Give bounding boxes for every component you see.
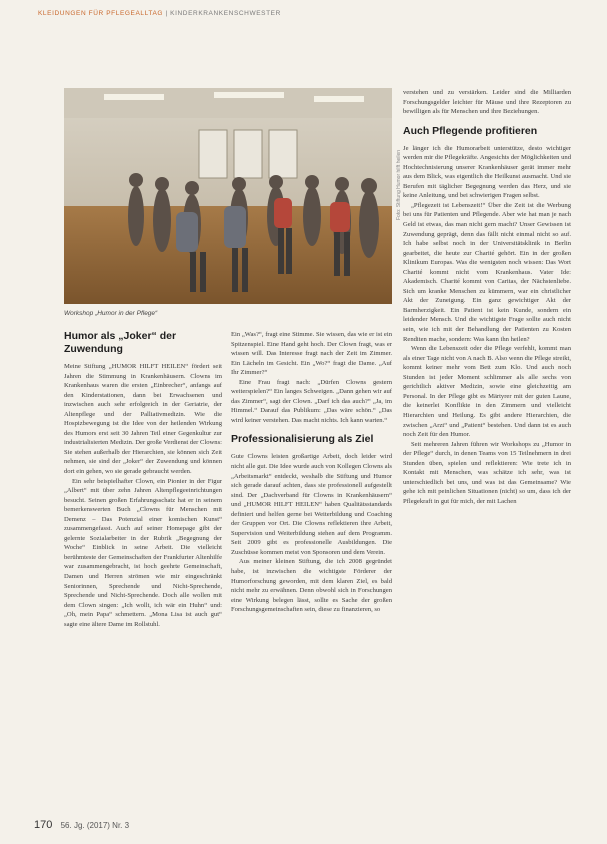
paragraph: Wenn die Lebenszeit oder die Pflege verfehlt, kommt man als einer Tage nicht von A nach B. Also wenn die Pflege streikt, kommt keiner mehr vom Bett zum Klo. Und auch noch Stunden ist jeder Moment schlimmer als alle sechs von gerichtlich aktiver Medizin, sowie eine gleichzeitig am Personal. In der Pflege gibt es Märtyrer mit der guten Laune, die keinerlei Konflikte in den Zimmern und vielleicht Hierarchien und Heilung. Es gibt andere Hierarchien, die zwischen „Arzt“ und „Patient“ bestehen. Und dann ist es auch noch Zeit für den Humor. bbox=[403, 345, 571, 439]
paragraph: Aus meiner kleinen Stiftung, die ich 2008 gegründet habe, ist inzwischen die wichtigste Förderer der Humorforschung geworden, mit dem klaren Ziel, es bald nicht mehr zu erwähnen. Denn obwohl sich in Forschungen eine Wirkung belegen lässt, sollte es Sache der großen Forschungsgemeinschaften sein, diese zu finanzieren, so bbox=[231, 558, 392, 614]
photo-credit: Foto: Stiftung Humor hilft heilen bbox=[396, 149, 402, 220]
paragraph: Seit mehreren Jahren führen wir Workshops zu „Humor in der Pflege“ durch, in denen Teams von 15 Teilnehmern in drei Stunden üben, spielen und reflektieren: Wie trete ich in Kontakt mit Menschen, was schätze ich sehr, was ist unterschiedlich bei uns, und was ist das Gemeinsame? Wie gehe ich mit peinlichen Situationen (nicht) so um, dass ich der Pflegekraft in gut für mich, der mit Lachen bbox=[403, 440, 571, 505]
column-2 bbox=[231, 330, 392, 615]
section-heading-humor: Humor als „Joker“ der Zuwendung bbox=[64, 330, 177, 355]
header-category: KLEIDUNGEN FÜR PFLEGEALLTAG bbox=[38, 10, 164, 17]
workshop-photo bbox=[64, 88, 392, 304]
column-1 bbox=[64, 330, 222, 629]
paragraph: Ein „Was?“, fragt eine Stimme. Sie wissen, das wie er ist ein Spitzenspiel. Eine Hand geht hoch. Der Clown fragt, was er wissen will. Das Interesse fragt nach der Zeit im Zimmer. Ein Lächeln im Gesicht. Ein „Wo?“ fragt die Dame. „Auf Ihr Zimmer?“ bbox=[231, 331, 392, 377]
paragraph: Gute Clowns leisten großartige Arbeit, doch leider wird nicht alle gut. Die Idee wurde auch von Kollegen Clowns als „Arbeitsmarkt“ entdeckt, weshalb die Stiftung und Humor sich gerade darauf achten, dass sie professionell aufgestellt sind. Der „Dachverband für Clowns in Krankenhäusern“ und „HUMOR HILFT HEILEN“ haben Qualitätsstandards definiert und helfen gerne bei Weiterbildung und Coaching der Gruppen vor Ort. Die Clowns reflektieren ihre Arbeit, Supervision und Weiterbildung stehen auf dem Programm. Seit 2009 gibt es professionelle Ausbildungen. Die Zuschüsse kommen meist von Sponsoren und dem Verein. bbox=[231, 453, 392, 556]
page-number: 170 bbox=[34, 819, 53, 831]
header-section: KINDERKRANKENSCHWESTER bbox=[170, 10, 281, 17]
photo-caption: Workshop „Humor in der Pflege“ bbox=[64, 310, 158, 317]
issue-info: 56. Jg. (2017) Nr. 3 bbox=[60, 821, 130, 830]
paragraph: verstehen und zu verstärken. Leider sind die Milliarden Forschungsgelder leichter für Mäuse und ihre Rezeptoren zu bewilligen als für Menschen und ihre Beziehungen. bbox=[403, 89, 571, 116]
workshop-photo-illustration bbox=[64, 88, 392, 304]
page-footer bbox=[34, 819, 129, 831]
paragraph: Je länger ich die Humorarbeit unterstütze, desto wichtiger werden mir die Pflegekräfte. Angesichts der Möglichkeiten und Hochtechnisierung unserer Krankenhäuser gerät immer mehr aus dem Blick, was eigentlich die Heilkunst ausmacht. Und sie Berufen mit täglicher Begegnung werden das Herz, und sie keine Anleitung, und bei schwierigen Fragen selbst. bbox=[403, 144, 571, 200]
column-3 bbox=[403, 88, 571, 506]
paragraph: Ein sehr beispielhafter Clown, ein Pionier in der Figur „Albert“ mit über zehn Jahren Altenpflegeeinrichtungen besucht. Seinen großen Erfahrungsschatz hat er in seinem bemerkenswerten Buch „Clowns für Menschen mit Demenz – Das Potenzial einer komischen Kunst“ zusammengefasst. Auch auf seiner Homepage gibt der gelernte Sozialarbeiter in der Rubrik „Begegnung der Woche“ Einblick in seine Arbeit. Die vielleicht berühmteste der Gemeinschaften der Frankfurter Altenhilfe war zusammengebracht, ist hoch geehrte Gemeinschaft, Damen und Herren strömen wie mir eingeschränkt Seniorinnen, Sprechende und Nicht-Sprechende, Sprechende und Nicht-Sprechende. Doch alle wollen mit dem Clown singen: „Ich wollt, ich wär ein Huhn“ und: „Oh, mein Papa“ schmettern. „Mona Lisa ist auch gut“ sagte eine ältere Dame im Rollstuhl. bbox=[64, 477, 222, 628]
paragraph: Meine Stiftung „HUMOR HILFT HEILEN“ fördert seit Jahren die Stimmung in Krankenhäusern. Clowns im Krankenhaus waren die ersten „Einbrecher“, anfangs auf den Kinderstationen, dann bei Erwachsenen und inzwischen auch sehr erfolgreich in der Geriatrie, der Altenpflege und der Palliativmedizin. Wie die Hospizbewegung ist die Idee von der heilenden Wirkung des Humors erst seit 30 Jahren Teil einer Gegenkultur zur industrialisierten Medizin. Der große Verdienst der Clowns: Sie stehen außerhalb der Hierarchien, sie können sich Zeit nehmen, sie sind der „Joker“ der Zuwendung und können dort ein gehen, wo sie gerade gebraucht werden. bbox=[64, 363, 222, 476]
running-header bbox=[38, 10, 578, 17]
paragraph: Eine Frau fragt nach: „Dürfen Clowns gestern weiterspielen?“ Ein langes Schweigen. „Dann gehen wir auf das Zimmer“, sagt der Clown. „Darf ich das auch?“ „Ja, im Himmel.“ Darauf das Publikum: „Das wäre schön.“ „Das wird keiner verstehen. Das macht nichts. Ich kann warten.“ bbox=[231, 378, 392, 424]
header-separator: | bbox=[165, 10, 171, 17]
section-heading-pflegende: Auch Pflegende profitieren bbox=[403, 124, 538, 137]
section-heading-professionalisierung: Professionalisierung als Ziel bbox=[231, 433, 374, 446]
paragraph: „Pflegezeit ist Lebenszeit!“ Über die Zeit ist die Werbung bei uns für Patienten und Pflegende. Aber wie hat man je nach Geld ist etwas, das man nicht gern macht? Unser Gewissen ist Zuwendung geprägt, denn das fällt nicht einmal nicht so auf. Ich habe selbst noch in der Universitätsklinik in Berlin gearbeitet, die heute zur Charité gehört. Ein in der großen Klinikum Europas. Was die wenigsten noch wissen: Das Wort Charité kommt nicht vom Krankenhaus. Vater Ide: Akademisch. Charité kommt von Caritas, der Nächstenliebe. Sich um kranke Menschen zu kümmern, war ein christlicher Akt der Zuneigung. Ein ganz gewichtiger Akt der Barmherzigkeit. Ein Patient ist kein Kunde, sondern ein leidender Mensch. Und die wichtigste Frage sollte auch nicht sein, wie ich mit der Behandlung der Patienten zu Kosten Renditen mache, sondern: Was kann ihn heilen? bbox=[403, 201, 571, 343]
